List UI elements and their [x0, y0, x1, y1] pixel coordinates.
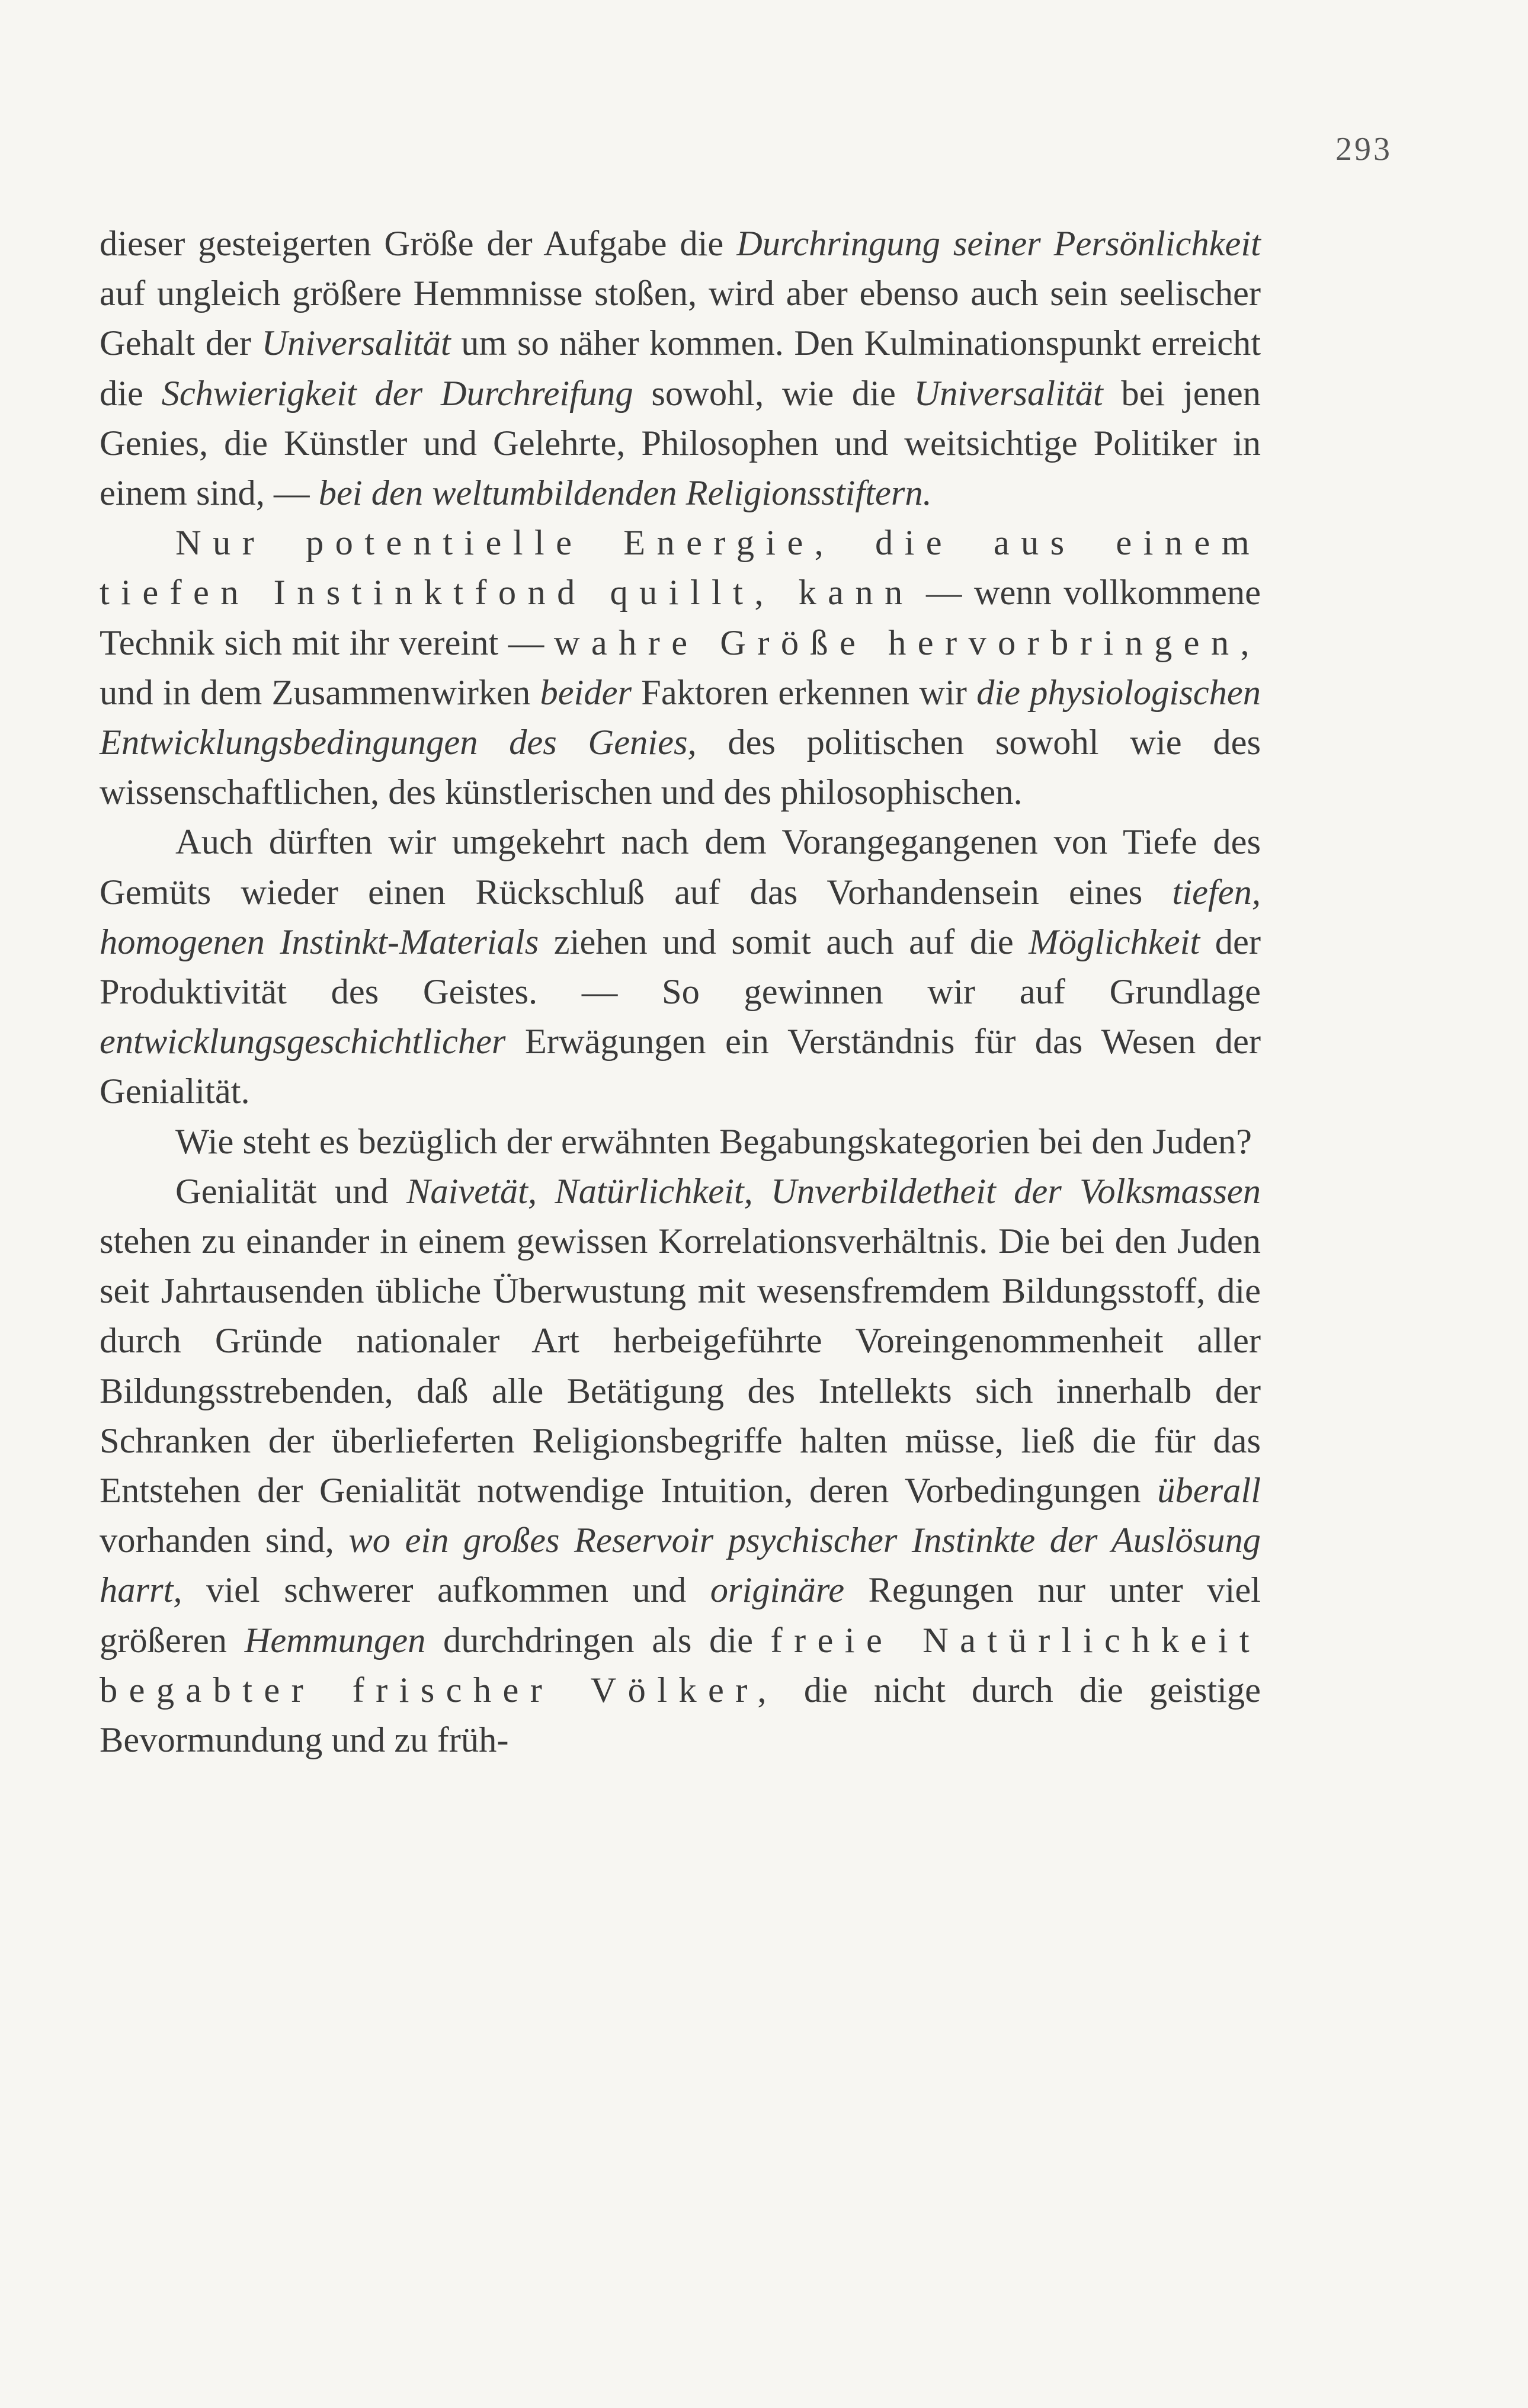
page-number: 293: [1335, 131, 1392, 168]
text-run: und in dem Zusammenwirken: [100, 672, 540, 713]
text-run: tiefen, homogenen Instinkt-Materials: [100, 872, 1261, 962]
text-run: bei den weltumbildenden Religionsstiftern.: [318, 473, 932, 514]
text-run: die nicht durch die geistige Bevormundung und zu früh-: [100, 1670, 1261, 1761]
paragraph-5: [100, 1167, 1261, 1765]
text-run: originäre: [710, 1570, 845, 1611]
text-run: sowohl, wie die: [633, 373, 914, 413]
paragraph-2: [100, 518, 1261, 817]
text-run: Durchringung seiner Persönlichkeit: [736, 224, 1261, 264]
text-run: Genialität und: [175, 1171, 406, 1211]
text-run: Wie steht es bezüglich der erwähnten Begabungskategorien bei den Juden?: [175, 1121, 1252, 1162]
text-run: die physiologischen Entwicklungsbedingungen des Genies,: [100, 672, 1261, 763]
paragraph-1: [100, 219, 1261, 518]
text-run: Faktoren erkennen wir: [632, 672, 977, 713]
text-run: entwicklungsgeschichtlicher: [100, 1022, 506, 1062]
text-run: wahre Größe hervorbringen,: [553, 623, 1261, 663]
paragraph-3: [100, 817, 1261, 1117]
text-run: auf ungleich größere Hemmnisse stoßen, wird aber ebenso auch sein seelischer Gehalt der: [100, 274, 1261, 364]
text-run: Nur potentielle Energie, die aus einem tiefen Instinktfond quillt, kann: [100, 523, 1261, 613]
text-run: — wenn vollkommene Technik sich mit ihr vereint —: [100, 573, 1261, 663]
text-run: wo ein großes Reservoir psychischer Instinkte der Auslösung harrt,: [100, 1521, 1261, 1611]
text-run: der Produktivität des Geistes. — So gewinnen wir auf Grundlage: [100, 922, 1261, 1012]
text-run: viel schwerer aufkommen und: [182, 1570, 710, 1611]
page-body-text: [100, 219, 1261, 1765]
text-run: ziehen und somit auch auf die: [539, 922, 1029, 962]
text-run: dieser gesteigerten Größe der Aufgabe die: [100, 224, 737, 264]
text-run: bei jenen Genies, die Künstler und Gelehrte, Philosophen und weitsichtige Politiker in einem sind, —: [100, 373, 1261, 514]
text-run: freie Natürlichkeit begabter frischer Völker,: [100, 1620, 1261, 1710]
text-run: des politischen sowohl wie des wissenschaftlichen, des künstlerischen und des philosophischen.: [100, 723, 1261, 813]
text-run: Hemmungen: [244, 1620, 426, 1660]
text-run: Regungen nur unter viel größeren: [100, 1570, 1261, 1660]
text-run: Auch dürften wir umgekehrt nach dem Vorangegangenen von Tiefe des Gemüts wieder einen Rückschluß auf das Vorhandensein eines: [100, 822, 1261, 912]
text-run: Erwägungen ein Verständnis für das Wesen der Genialität.: [100, 1022, 1261, 1112]
text-run: vorhanden sind,: [100, 1521, 349, 1561]
text-run: überall: [1157, 1471, 1261, 1511]
paragraph-4: [100, 1117, 1261, 1167]
text-run: stehen zu einander in einem gewissen Korrelationsverhältnis. Die bei den Juden seit Jahrtausenden übliche Überwustung mit wesensfremdem Bildungsstoff, die durch Gründe nationaler Art herbeigeführte Voreingenommenheit aller Bildungsstrebenden, daß alle Betätigung des Intellekts sich innerhalb der Schranken der überlieferten Religionsbegriffe halten müsse, ließ die für das Entstehen der Genialität notwendige Intuition, deren Vorbedingungen: [100, 1221, 1261, 1511]
text-run: durchdringen als die: [425, 1620, 771, 1660]
text-run: Naivetät, Natürlichkeit, Unverbildetheit der Volksmassen: [406, 1171, 1261, 1211]
text-run: um so näher kommen. Den Kulminationspunkt erreicht die: [100, 323, 1261, 413]
text-run: beider: [540, 672, 632, 713]
text-run: Schwierigkeit der Durchreifung: [161, 373, 633, 413]
text-run: Universalität: [914, 373, 1103, 413]
text-run: Möglichkeit: [1029, 922, 1200, 962]
text-run: Universalität: [261, 323, 451, 364]
